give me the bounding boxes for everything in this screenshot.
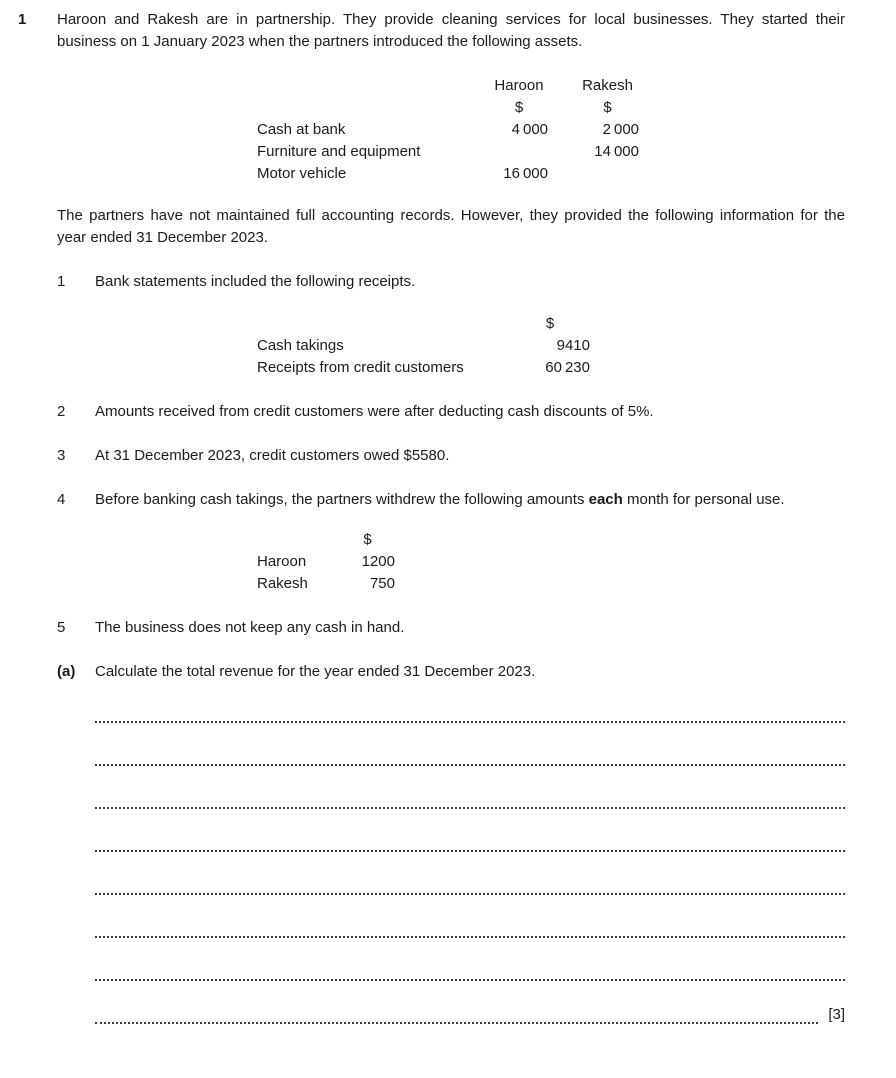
- asset-label: Furniture and equipment: [257, 143, 421, 160]
- answer-line: [95, 981, 818, 1024]
- partner-name: Rakesh: [257, 575, 308, 592]
- note-text: Amounts received from credit customers were after deducting cash discounts of 5%.: [95, 403, 654, 420]
- note-text: Bank statements included the following receipts.: [95, 273, 416, 290]
- table-cell: [257, 529, 340, 551]
- part-a-label: (a): [57, 663, 76, 680]
- answer-lines: [95, 680, 845, 1024]
- receipt-label: Cash takings: [257, 337, 344, 354]
- answer-line: [95, 938, 845, 981]
- note-text: [95, 489, 845, 511]
- receipt-value: 60 230: [545, 359, 590, 376]
- drawings-value: 1200: [361, 553, 395, 570]
- table-row: [257, 313, 590, 335]
- answer-line: [95, 723, 845, 766]
- assets-column-haroon: Haroon: [494, 77, 544, 94]
- partner-name: Haroon: [257, 553, 307, 570]
- asset-value-rakesh: [548, 163, 639, 185]
- answer-line: [95, 852, 845, 895]
- answer-line: [95, 680, 845, 723]
- asset-value-haroon: 4 000: [511, 121, 548, 138]
- answer-line: [95, 766, 845, 809]
- question-intro-paragraph: Haroon and Rakesh are in partnership. They provide cleaning services for local businesses. They started their business on 1 January 2023 when the partners introduced the following assets.: [57, 11, 845, 50]
- note-text-before: Before banking cash takings, the partners withdrew the following amounts: [95, 491, 589, 508]
- table-row: [257, 529, 395, 551]
- asset-value-rakesh: 14 000: [594, 143, 639, 160]
- table-row: [257, 551, 395, 573]
- drawings-value: 750: [369, 575, 395, 592]
- question-number: 1: [18, 11, 27, 28]
- table-row: [257, 119, 639, 141]
- currency-symbol: $: [603, 99, 612, 116]
- note-text: At 31 December 2023, credit customers owed $5580.: [95, 447, 450, 464]
- table-cell: [257, 97, 490, 119]
- note-number: 2: [57, 403, 66, 420]
- note-item-5: [57, 617, 845, 639]
- note-text-emphasis: each: [588, 491, 623, 508]
- note-item-4: [57, 489, 845, 511]
- currency-symbol: $: [514, 99, 524, 116]
- answer-area: [57, 683, 845, 1024]
- currency-symbol: $: [363, 531, 372, 548]
- monthly-drawings-table: [257, 529, 395, 595]
- table-cell: [257, 75, 490, 97]
- table-row: [257, 141, 639, 163]
- note-number: 1: [57, 273, 66, 290]
- table-row: [257, 335, 590, 357]
- table-row: [257, 97, 639, 119]
- table-row: [257, 75, 639, 97]
- records-paragraph: The partners have not maintained full accounting records. However, they provided the following information for the year ended 31 December 2023.: [57, 207, 845, 246]
- part-a-question-text: Calculate the total revenue for the year ended 31 December 2023.: [95, 663, 536, 680]
- table-row: [257, 163, 639, 185]
- asset-value-haroon: 16 000: [503, 165, 548, 182]
- receipt-value: 9410: [556, 337, 590, 354]
- marks-allocation: [3]: [828, 1006, 845, 1023]
- note-item-2: [57, 401, 845, 423]
- note-text: The business does not keep any cash in hand.: [95, 619, 405, 636]
- asset-label: Cash at bank: [257, 121, 346, 138]
- table-cell: [257, 313, 510, 335]
- table-row: [257, 573, 395, 595]
- note-item-3: [57, 445, 845, 467]
- asset-value-rakesh: 2 000: [602, 121, 639, 138]
- asset-value-haroon: [490, 141, 548, 163]
- assets-column-rakesh: Rakesh: [582, 77, 633, 94]
- note-number: 5: [57, 619, 66, 636]
- answer-line: [95, 895, 845, 938]
- answer-area-gutter: [57, 683, 95, 1024]
- note-item-1: [57, 271, 845, 293]
- opening-assets-table: [257, 75, 639, 185]
- note-number: 3: [57, 447, 66, 464]
- asset-label: Motor vehicle: [257, 165, 347, 182]
- answer-line: [95, 809, 845, 852]
- receipt-label: Receipts from credit customers: [257, 359, 464, 376]
- note-number: 4: [57, 491, 66, 508]
- answer-line-with-marks: [95, 981, 845, 1024]
- table-row: [257, 357, 590, 379]
- note-text-after: month for personal use.: [622, 491, 785, 508]
- bank-receipts-table: [257, 313, 590, 379]
- currency-symbol: $: [545, 315, 555, 332]
